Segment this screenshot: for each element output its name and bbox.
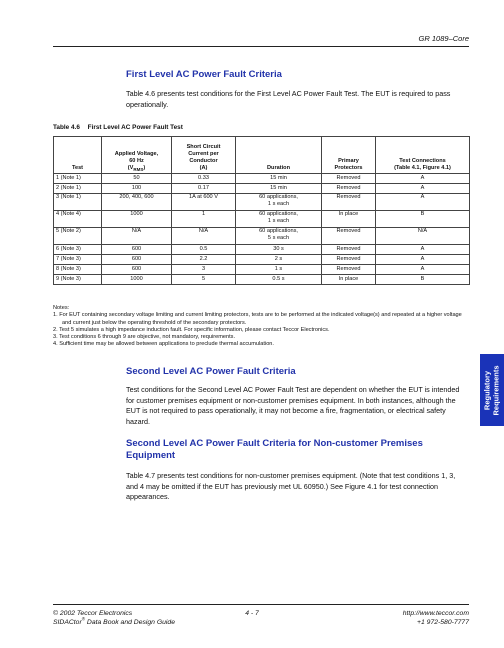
table-caption	[53, 124, 189, 131]
cell-connections: A	[376, 255, 470, 265]
cell-voltage: 1000	[102, 275, 172, 285]
cell-current: 1A at 600 V	[172, 194, 236, 211]
footer-right	[403, 609, 469, 627]
cell-current: 0.33	[172, 174, 236, 184]
cell-test: 6 (Note 3)	[54, 245, 102, 255]
cell-current: 0.5	[172, 245, 236, 255]
table-row	[54, 184, 470, 194]
section-title-first-level: First Level AC Power Fault Criteria	[126, 69, 282, 80]
cell-protectors: In place	[322, 211, 376, 228]
cell-connections: A	[376, 184, 470, 194]
cell-test: 3 (Note 1)	[54, 194, 102, 211]
cell-test: 5 (Note 2)	[54, 228, 102, 245]
cell-voltage: 600	[102, 265, 172, 275]
document-id: GR 1089–Core	[418, 34, 469, 43]
cell-protectors: Removed	[322, 245, 376, 255]
cell-protectors: Removed	[322, 265, 376, 275]
cell-duration: 15 min	[236, 174, 322, 184]
header-test: Test	[54, 137, 102, 174]
power-fault-table	[53, 136, 470, 285]
cell-voltage: 100	[102, 184, 172, 194]
header-duration: Duration	[236, 137, 322, 174]
cell-voltage: 200, 400, 600	[102, 194, 172, 211]
cell-voltage: N/A	[102, 228, 172, 245]
table-caption-title: First Level AC Power Fault Test	[87, 124, 183, 131]
cell-protectors: Removed	[322, 228, 376, 245]
cell-connections: B	[376, 275, 470, 285]
cell-test: 7 (Note 3)	[54, 255, 102, 265]
cell-voltage: 600	[102, 245, 172, 255]
cell-current: 5	[172, 275, 236, 285]
footer-url[interactable]: http://www.teccor.com	[402, 610, 469, 617]
header-test-connections: Test Connections (Table 4.1, Figure 4.1)	[376, 137, 470, 174]
table-row	[54, 275, 470, 285]
cell-duration: 2 s	[236, 255, 322, 265]
header-primary-protectors: Primary Protectors	[322, 137, 376, 174]
table-row	[54, 211, 470, 228]
section-body-non-customer-premises: Table 4.7 presents test conditions for non-customer premises equipment. (Note that test conditions 1, 3, and 4 may be omitted if the EUT has previously met UL 60950.) See Figure 4.1 for test connection appearances.	[126, 471, 456, 501]
note-item: 2. Test 5 simulates a high impedance induction fault. For specific information, please contact Teccor Electronics.	[53, 326, 330, 333]
cell-protectors: Removed	[322, 194, 376, 211]
cell-connections: A	[376, 245, 470, 255]
cell-connections: A	[376, 265, 470, 275]
table-row	[54, 265, 470, 275]
cell-current: 0.17	[172, 184, 236, 194]
cell-current: N/A	[172, 228, 236, 245]
footer-phone: +1 972-580-7777	[417, 619, 469, 626]
cell-test: 1 (Note 1)	[54, 174, 102, 184]
section-title-non-customer-premises: Second Level AC Power Fault Criteria for Non-customer Premises Equipment	[126, 438, 423, 461]
table-body	[54, 174, 470, 285]
chapter-side-tab[interactable]	[480, 354, 504, 426]
header-applied-voltage: Applied Voltage, 60 Hz $(V_{RMS})$	[102, 137, 172, 174]
cell-connections: A	[376, 174, 470, 184]
cell-current: 2.2	[172, 255, 236, 265]
table-row	[54, 245, 470, 255]
cell-protectors: In place	[322, 275, 376, 285]
cell-connections: B	[376, 211, 470, 228]
cell-duration: 15 min	[236, 184, 322, 194]
table-row	[54, 228, 470, 245]
table-row	[54, 174, 470, 184]
side-tab-label: Regulatory Requirements	[482, 364, 501, 416]
cell-duration: 60 applications, 5 s each	[236, 228, 322, 245]
header-short-circuit-current: Short Circuit Current per Conductor (A)	[172, 137, 236, 174]
cell-protectors: Removed	[322, 174, 376, 184]
cell-duration: 30 s	[236, 245, 322, 255]
note-item: 4. Sufficient time may be allowed between applications to preclude thermal accumulation.	[53, 341, 274, 348]
cell-protectors: Removed	[322, 255, 376, 265]
cell-test: 4 (Note 4)	[54, 211, 102, 228]
table-caption-number: Table 4.6	[53, 124, 80, 131]
section-body-second-level: Test conditions for the Second Level AC Power Fault Test are dependent on whether the EUT is intended for customer premises equipment or non-customer premises equipment. In both instances, although the EUT is not required to pass operationally, it may not become a fire, fragmentation, or electrical safety hazard.	[126, 385, 460, 426]
table-row	[54, 255, 470, 265]
table-header-row	[54, 137, 470, 174]
table-row	[54, 194, 470, 211]
table-notes	[53, 305, 469, 349]
footer-page-number: 4 - 7	[245, 610, 259, 617]
cell-duration: 0.5 s	[236, 275, 322, 285]
footer-copyright: © 2002 Teccor Electronics	[53, 610, 133, 617]
cell-duration: 60 applications, 1 s each	[236, 211, 322, 228]
cell-voltage: 50	[102, 174, 172, 184]
cell-duration: 1 s	[236, 265, 322, 275]
cell-connections: N/A	[376, 228, 470, 245]
cell-test: 8 (Note 3)	[54, 265, 102, 275]
cell-current: 1	[172, 211, 236, 228]
cell-protectors: Removed	[322, 184, 376, 194]
header-rule	[53, 46, 469, 47]
section-title-second-level: Second Level AC Power Fault Criteria	[126, 366, 296, 377]
cell-connections: A	[376, 194, 470, 211]
cell-voltage: 600	[102, 255, 172, 265]
cell-duration: 60 applications, 1 s each	[236, 194, 322, 211]
cell-voltage: 1000	[102, 211, 172, 228]
cell-test: 2 (Note 1)	[54, 184, 102, 194]
note-item: 1. For EUT containing secondary voltage limiting and current limiting protectors, tests are to be performed at the indicated voltage(s) and repeated at a higher voltage and current just below the operating threshold of the secondary protectors.	[53, 312, 462, 326]
section-body-first-level: Table 4.6 presents test conditions for the First Level AC Power Fault Test. The EUT is required to pass operationally.	[126, 89, 451, 109]
footer-book-title: SIDACtor® Data Book and Design Guide	[53, 616, 175, 626]
note-item: 3. Test conditions 6 through 9 are objective, not mandatory, requirements.	[53, 334, 236, 341]
cell-test: 9 (Note 3)	[54, 275, 102, 285]
footer-rule	[53, 604, 469, 605]
notes-heading: Notes:	[53, 305, 70, 311]
cell-current: 3	[172, 265, 236, 275]
